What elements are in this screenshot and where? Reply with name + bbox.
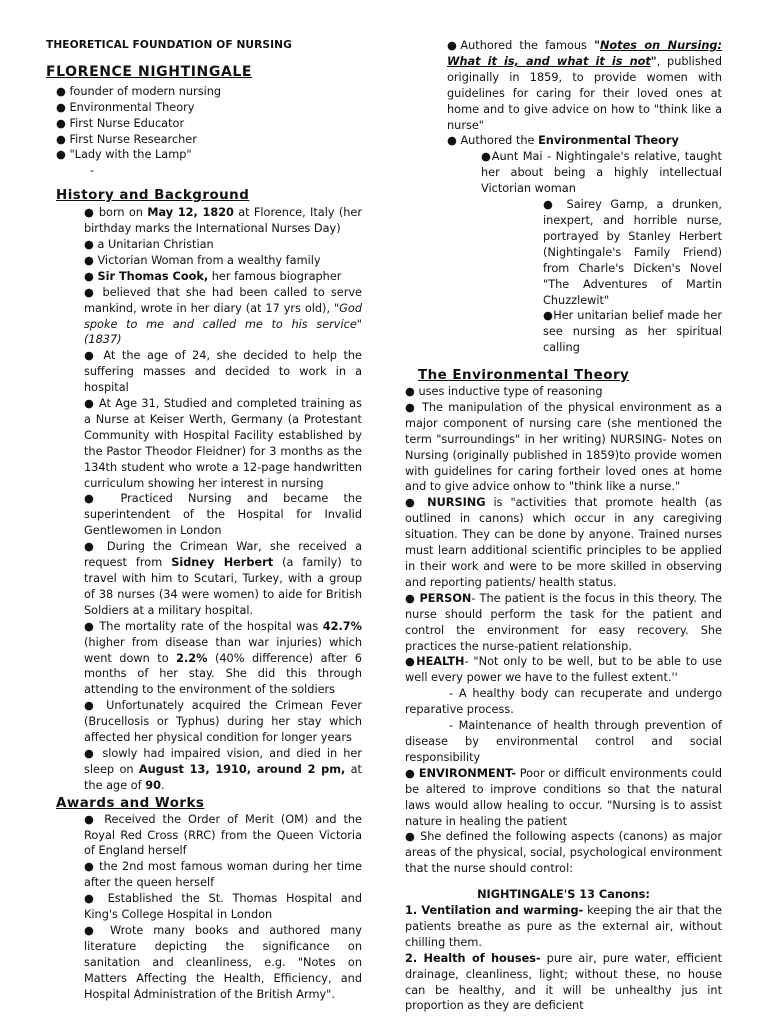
list-item: ● Wrote many books and authored many literature depicting the significance on sanitation and cleanliness, e.g. "Notes on Matters Affecting the Health, Efficiency, and Hospital Administration of the British Army". [84,923,362,1001]
list-item: ● slowly had impaired vision, and died in her sleep on August 13, 1910, around 2 pm, at the age of 90. [84,746,362,792]
awards-list [46,812,362,1003]
list-item: ● During the Crimean War, she received a request from Sidney Herbert (a family) to travel with him to Scutari, Turkey, with a group of 38 nurses (34 were women) to aide for British Soldiers at a military hospital. [84,540,362,617]
list-item: ● First Nurse Researcher [56,132,197,146]
list-item: ● Practiced Nursing and became the superintendent of the Hospital for Invalid Gentlewomen in London [84,492,362,538]
list-item: ● She defined the following aspects (canons) as major areas of the physical, social, psychological environment that the nurse should control: [405,830,722,876]
canons-list [405,903,722,1014]
list-item: ● NURSING is "activities that promote health (as outlined in canons) which occur in any caregiving situation. They can be done by anyone. Trained nurses must learn additional scientific principles to be applied in their work and were to be more skilled in observing and reporting patients/ health status. [405,496,722,589]
env-theory-list [405,384,722,877]
list-item: ● the 2nd most famous woman during her time after the queen herself [84,860,362,890]
list-item: ● uses inductive type of reasoning [405,385,603,399]
list-item: ● Sairey Gamp, a drunken, inexpert, and horrible nurse, portrayed by Stanley Herbert (Nightingale's Family Friend) from Charle's Dicken's Novel "The Adventures of Martin Chuzzlewit" [543,198,722,307]
name-heading: FLORENCE NIGHTINGALE [46,63,253,80]
env-theory-heading: The Environmental Theory [418,368,630,384]
left-column [46,38,362,1002]
list-item: ● Environmental Theory [56,100,195,114]
list-item: ● Received the Order of Merit (OM) and the Royal Red Cross (RRC) from the Queen Victoria of England herself [84,812,362,858]
list-item: ● At the age of 24, she decided to help the suffering masses and decided to work in a hospital [84,349,362,395]
list-item: ● Authored the Environmental Theory [447,134,679,148]
list-item: ●Aunt Mai - Nightingale's relative, taught her about being a highly intellectual Victorian woman [481,150,722,196]
list-item: ●Her unitarian belief made her see nursing as her spiritual calling [543,309,722,355]
list-item: ●Authored the famous "Notes on Nursing: What it is, and what it is not", published originally in 1859, to provide women with guidelines for caring for their loved ones at home and to give advice on how to "think like a nurse" [447,39,722,132]
list-item: ● Sir Thomas Cook, her famous biographer [84,269,342,283]
list-item: ● ENVIRONMENT- Poor or difficult environments could be altered to improve conditions so that the natural laws would allow healing to occur. "Nursing is to assist nature in healing the patient [405,766,722,828]
list-item: ● "Lady with the Lamp" [56,148,192,162]
list-item: ● Victorian Woman from a wealthy family [84,253,321,267]
intro-list [46,84,362,179]
list-item: ● At Age 31, Studied and completed training as a Nurse at Keiser Werth, Germany (a Protestant Community with Hospital Facility established by the Pastor Theodor Fleidner) for 3 months as the 134th student who wrote a 12-page handwritten curriculum showing her interest in nursing [84,397,362,490]
list-item: ● PERSON- The patient is the focus in this theory. The nurse should perform the task for the patient and control the environment for easy recovery. She practices the nurse-patient relationship. [405,591,723,653]
list-item: ● Unfortunately acquired the Crimean Fever (Brucellosis or Typhus) during her stay which affected her physical condition for longer years [84,699,362,745]
right-column [405,38,722,1014]
list-item: ● Established the St. Thomas Hospital and King's College Hospital in London [84,892,362,922]
list-item: ● a Unitarian Christian [84,237,214,251]
awards-heading: Awards and Works [56,795,205,811]
list-item: 2. Health of houses- pure air, pure water, efficient drainage, cleanliness, light; without these, no house can be healthy, and it will be unhealthy jus int proportion as they are deficient [405,951,722,1013]
list-item: ● The mortality rate of the hospital was 42.7% (higher from disease than war injuries) which went down to 2.2% (40% difference) after 6 months of her stay. She did this through attending to the environment of the soldiers [84,619,362,697]
list-item: ●HEALTH- "Not only to be well, but to be able to use well every power we have to the fullest extent.'' [405,655,722,685]
list-item: ● believed that she had been called to serve mankind, wrote in her diary (at 17 yrs old), "God spoke to me and called me to his service" (1837) [84,285,362,347]
list-item: - Maintenance of health through prevention of disease by environmental control and social responsibility [405,719,722,764]
list-dash: - [90,164,95,178]
list-item: 1. Ventilation and warming- keeping the air that the patients breathe as pure as the external air, without chilling them. [405,904,722,949]
document-title: THEORETICAL FOUNDATION OF NURSING [46,39,292,51]
history-list [46,205,362,794]
list-item: ● The manipulation of the physical environment as a major component of nursing care (she mentioned the term "surroundings" in her writing) NURSING- Notes on Nursing (originally published in 1859)to provide women with guidelines for caring fortheir loved ones at home and to give advice onhow to "think like a nurse." [405,400,722,494]
notes-block [405,38,722,356]
list-item: ● founder of modern nursing [56,84,222,98]
list-item: - A healthy body can recuperate and undergo reparative process. [405,687,722,717]
list-item: ● born on May 12, 1820 at Florence, Italy (her birthday marks the International Nurses Day) [84,206,363,236]
list-item: ● First Nurse Educator [56,116,185,130]
history-heading: History and Background [56,188,250,204]
canons-heading: NIGHTINGALE'S 13 Canons: [477,888,650,902]
